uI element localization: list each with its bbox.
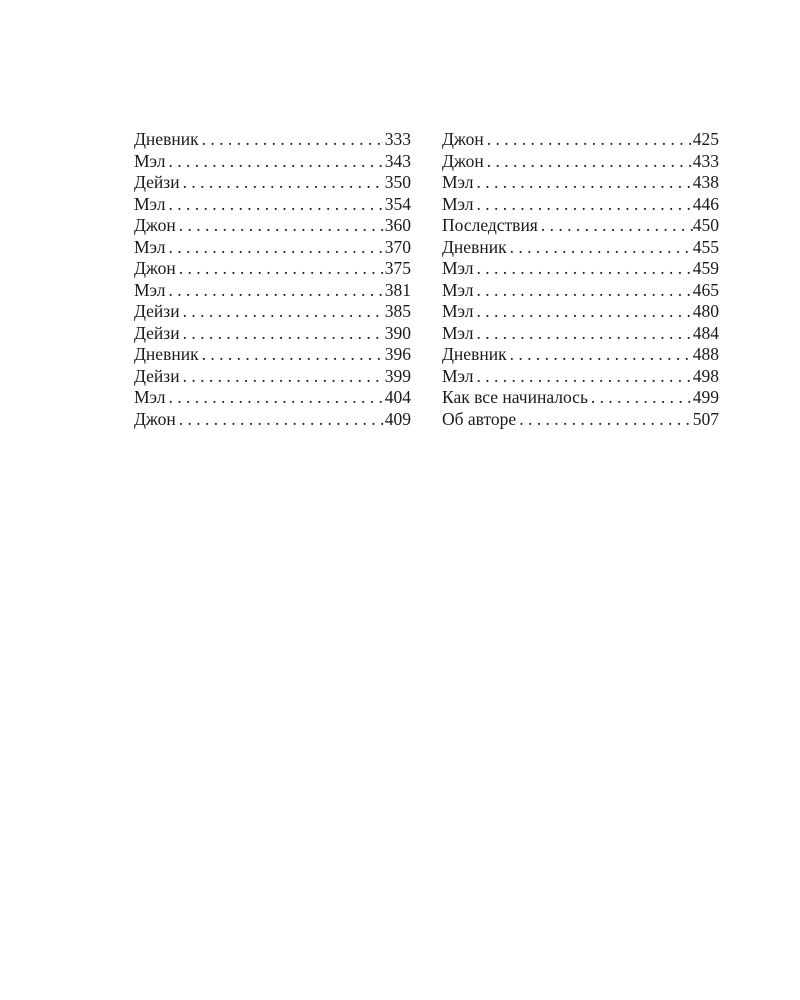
toc-entry [134,194,411,216]
toc-entry-page-number: 425 [692,129,719,149]
toc-entry-page-number: 333 [384,129,411,149]
toc-dot-leader [519,409,693,431]
toc-dot-leader [487,129,693,151]
toc-entry-page-number: 409 [384,408,411,429]
toc-entry [134,215,411,237]
toc-entry-page-number: 465 [692,279,719,300]
toc-entry-page-number: 498 [692,365,719,386]
toc-entry [442,172,719,194]
toc-entry-page-number: 350 [384,172,411,192]
toc-entry-page-number: 484 [692,322,719,343]
toc-entry [442,258,719,280]
toc-dot-leader [477,301,693,323]
toc-entry-title: Мэл [442,279,474,300]
toc-entry-page-number: 438 [692,172,719,192]
toc-entry [134,172,411,194]
toc-dot-leader [183,323,385,345]
toc-entry-page-number: 385 [384,301,411,321]
toc-dot-leader [169,237,385,259]
toc-entry [134,280,411,302]
toc-entry-page-number: 404 [384,387,411,407]
toc-entry [442,237,719,259]
toc-entry-page-number: 399 [384,365,411,386]
toc-entry [442,301,719,323]
toc-entry [134,366,411,388]
toc-entry-title: Дейзи [134,322,180,343]
toc-entry-page-number: 381 [384,279,411,300]
toc-entry [442,366,719,388]
toc-entry-page-number: 507 [692,408,719,429]
toc-dot-leader [477,280,693,302]
toc-entry-page-number: 455 [692,236,719,257]
toc-entry [134,344,411,366]
toc-entry-title: Как все начиналось [442,387,588,407]
toc-dot-leader [202,129,385,151]
toc-entry [134,237,411,259]
toc-entry-title: Мэл [442,322,474,343]
toc-entry-title: Мэл [442,258,474,278]
toc-dot-leader [477,258,693,280]
toc-dot-leader [541,215,693,237]
toc-dot-leader [169,280,385,302]
toc-dot-leader [510,344,693,366]
toc-dot-leader [477,172,693,194]
toc-entry-title: Последствия [442,215,538,235]
toc-entry [134,301,411,323]
toc-dot-leader [183,301,385,323]
toc-entry-title: Мэл [442,193,474,214]
toc-entry-title: Мэл [134,279,166,300]
toc-entry-page-number: 459 [692,258,719,278]
toc-entry-page-number: 499 [692,387,719,407]
toc-entry-page-number: 360 [384,215,411,235]
toc-entry [134,323,411,345]
toc-entry-title: Дневник [442,236,507,257]
toc-entry-page-number: 396 [384,344,411,364]
toc-entry [442,387,719,409]
toc-dot-leader [202,344,385,366]
toc-entry [442,323,719,345]
toc-entry-page-number: 354 [384,193,411,214]
toc-entry-title: Дневник [134,344,199,364]
toc-entry-title: Мэл [134,387,166,407]
toc-dot-leader [179,258,385,280]
toc-entry-title: Джон [134,408,176,429]
table-of-contents [134,129,719,430]
toc-entry-page-number: 370 [384,236,411,257]
toc-entry [442,151,719,173]
toc-entry [134,258,411,280]
toc-entry [442,194,719,216]
toc-entry-title: Джон [442,129,484,149]
toc-dot-leader [169,387,385,409]
toc-dot-leader [183,366,385,388]
toc-entry-title: Джон [442,150,484,171]
toc-entry-title: Дейзи [134,365,180,386]
toc-entry [442,344,719,366]
toc-entry-title: Дейзи [134,301,180,321]
toc-dot-leader [169,151,385,173]
toc-entry-title: Джон [134,258,176,278]
toc-entry [442,215,719,237]
toc-dot-leader [510,237,693,259]
toc-entry [134,151,411,173]
toc-entry-title: Дейзи [134,172,180,192]
toc-entry-title: Мэл [134,150,166,171]
toc-entry-title: Мэл [442,365,474,386]
toc-dot-leader [183,172,385,194]
toc-entry-title: Мэл [442,172,474,192]
toc-dot-leader [477,366,693,388]
toc-dot-leader [169,194,385,216]
toc-entry-title: Мэл [134,236,166,257]
toc-entry [134,409,411,431]
toc-entry [134,129,411,151]
toc-entry-title: Мэл [442,301,474,321]
toc-entry-page-number: 433 [692,150,719,171]
toc-entry [442,280,719,302]
toc-left-column [134,129,411,430]
toc-entry-page-number: 446 [692,193,719,214]
toc-entry-title: Джон [134,215,176,235]
toc-entry-page-number: 488 [692,344,719,364]
toc-entry-title: Мэл [134,193,166,214]
toc-dot-leader [179,409,385,431]
toc-entry-title: Дневник [134,129,199,149]
toc-entry-page-number: 343 [384,150,411,171]
toc-right-column [442,129,719,430]
toc-entry-page-number: 480 [692,301,719,321]
toc-dot-leader [477,323,693,345]
toc-entry-page-number: 375 [384,258,411,278]
toc-dot-leader [477,194,693,216]
toc-dot-leader [179,215,385,237]
toc-entry [442,129,719,151]
toc-entry-title: Об авторе [442,408,517,429]
toc-entry-page-number: 450 [692,215,719,235]
toc-entry [442,409,719,431]
toc-dot-leader [487,151,693,173]
toc-entry [134,387,411,409]
toc-entry-page-number: 390 [384,322,411,343]
toc-entry-title: Дневник [442,344,507,364]
toc-dot-leader [591,387,693,409]
